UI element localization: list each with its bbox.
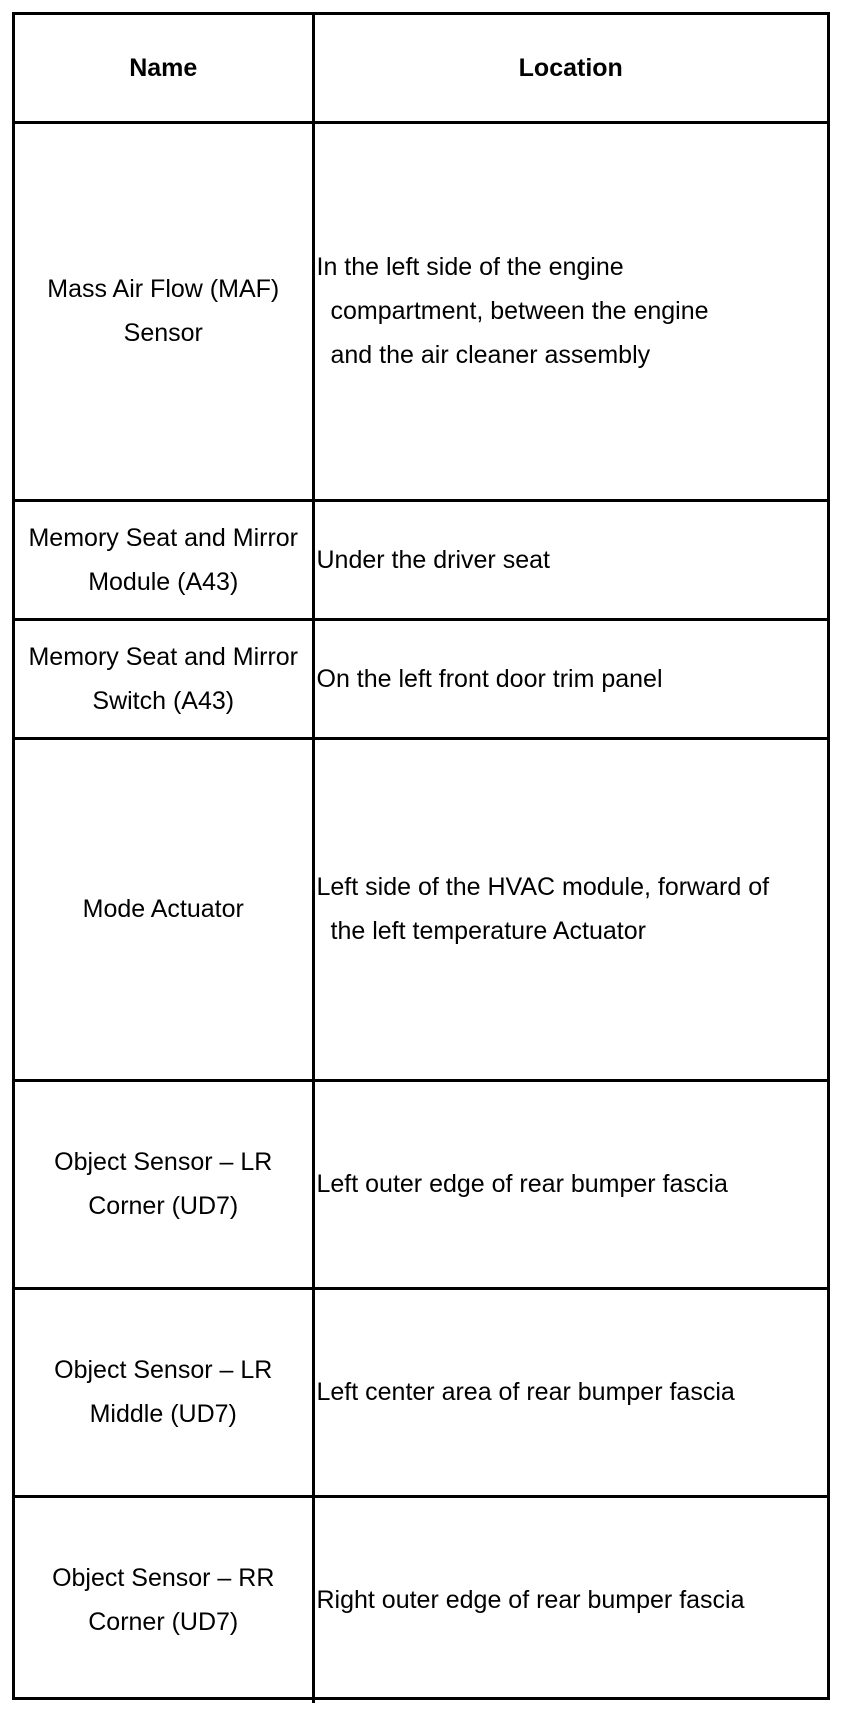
component-location-table (12, 12, 830, 1700)
location-line: Left center area of rear bumper fascia (316, 1378, 735, 1406)
table-row (15, 1288, 827, 1496)
name-line: Sensor (123, 319, 203, 347)
name-line: Object Sensor – LR (54, 1148, 273, 1176)
name-line: Switch (A43) (92, 686, 235, 715)
location-line: On the left front door trim panel (316, 664, 663, 693)
name-line: Mode Actuator (82, 895, 244, 923)
table-row (15, 1080, 827, 1288)
header-row (15, 15, 827, 122)
name-line: Object Sensor – RR (52, 1564, 275, 1593)
header-location: Location (313, 15, 827, 122)
name-line: Module (A43) (88, 567, 239, 596)
name-line: Corner (UD7) (88, 1608, 239, 1637)
location-line: the left temperature Actuator (330, 917, 646, 945)
name-line: Memory Seat and Mirror (28, 523, 299, 552)
location-cell (313, 738, 827, 1080)
name-cell (15, 1080, 313, 1288)
location-cell (313, 500, 827, 619)
location-cell (313, 1288, 827, 1496)
name-line: Mass Air Flow (MAF) (47, 275, 280, 303)
location-line: and the air cleaner assembly (330, 341, 651, 369)
table-row (15, 500, 827, 619)
table-row (15, 738, 827, 1080)
name-cell (15, 500, 313, 619)
name-cell (15, 1496, 313, 1703)
name-cell (15, 122, 313, 500)
name-cell (15, 619, 313, 738)
location-line: Left outer edge of rear bumper fascia (316, 1170, 728, 1198)
table (15, 15, 827, 1703)
location-line: compartment, between the engine (330, 297, 709, 325)
location-line: In the left side of the engine (316, 253, 624, 281)
name-line: Middle (UD7) (89, 1400, 237, 1428)
name-line: Corner (UD7) (88, 1192, 239, 1220)
location-cell (313, 1496, 827, 1703)
name-line: Memory Seat and Mirror (28, 642, 299, 671)
location-line: Under the driver seat (316, 545, 550, 574)
location-line: Left side of the HVAC module, forward of (316, 873, 770, 901)
name-cell (15, 738, 313, 1080)
header-name: Name (15, 15, 313, 122)
location-cell (313, 122, 827, 500)
location-cell (313, 619, 827, 738)
name-cell (15, 1288, 313, 1496)
table-row (15, 619, 827, 738)
table-row (15, 122, 827, 500)
location-cell (313, 1080, 827, 1288)
table-row (15, 1496, 827, 1703)
location-line: Right outer edge of rear bumper fascia (316, 1586, 745, 1615)
name-line: Object Sensor – LR (54, 1356, 273, 1384)
